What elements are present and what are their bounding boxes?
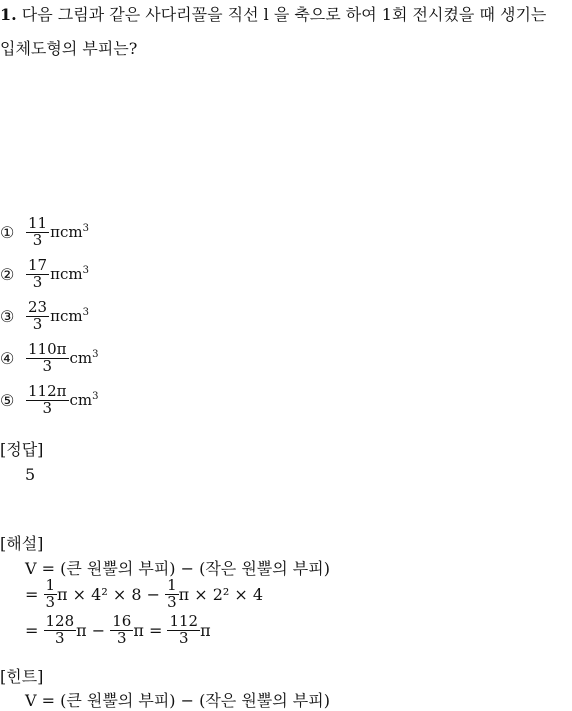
question-text-1: 다음 그림과 같은 사다리꼴을 직선 l 을 축으로 하여 1회 전시켰을 때 생기는 xyxy=(21,5,547,24)
equals-sign: = xyxy=(25,620,39,640)
answer-value: 5 xyxy=(25,465,36,484)
fraction-denominator: 3 xyxy=(55,628,65,647)
fraction-numerator: 110π xyxy=(28,340,67,358)
choice-unit xyxy=(70,391,99,409)
fraction xyxy=(44,578,58,611)
fraction-denominator: 3 xyxy=(167,592,177,611)
question-text-2: 입체도형의 부피는? xyxy=(0,39,138,58)
explanation-line-3 xyxy=(25,614,211,647)
unit-exponent: 3 xyxy=(82,307,89,319)
explanation-line-1: V = (큰 원뿔의 부피) − (작은 원뿔의 부피) xyxy=(25,559,330,578)
choice-unit-text: πcm xyxy=(50,265,83,284)
fraction-denominator: 3 xyxy=(45,592,56,611)
expression-text: π = xyxy=(133,620,163,640)
expression-text: π xyxy=(200,620,211,640)
unit-exponent: 3 xyxy=(82,265,89,277)
choice-mark: ① xyxy=(0,222,15,242)
question-line-2 xyxy=(0,36,137,59)
fraction-denominator: 3 xyxy=(42,398,53,417)
choice-fraction xyxy=(26,384,69,417)
fraction-numerator: 16 xyxy=(112,612,132,630)
choice-mark: ③ xyxy=(0,306,15,326)
choice-mark: ⑤ xyxy=(0,390,15,410)
fraction xyxy=(167,614,200,647)
unit-exponent: 3 xyxy=(82,223,89,235)
equals-sign: = xyxy=(25,584,39,604)
expression-text: π − xyxy=(76,620,106,640)
answer-label: [정답] xyxy=(0,440,44,459)
choice-unit xyxy=(50,223,89,241)
question-line-1 xyxy=(0,2,546,25)
fraction-numerator: 1 xyxy=(45,576,56,594)
choice-3[interactable] xyxy=(0,300,89,333)
fraction-numerator: 17 xyxy=(28,256,48,274)
fraction-numerator: 112π xyxy=(28,382,67,400)
choice-unit xyxy=(70,349,99,367)
choice-unit-text: cm xyxy=(69,349,93,368)
fraction xyxy=(44,614,77,647)
hint-label: [힌트] xyxy=(0,667,44,686)
fraction-numerator: 11 xyxy=(28,214,48,232)
fraction-numerator: 128 xyxy=(45,612,75,630)
expression-text: π × 4² × 8 − xyxy=(57,584,160,604)
expression-text: π × 2² × 4 xyxy=(178,584,264,604)
choice-1[interactable] xyxy=(0,216,89,249)
fraction-numerator: 23 xyxy=(28,298,48,316)
fraction-denominator: 3 xyxy=(32,272,43,291)
unit-exponent: 3 xyxy=(92,391,99,403)
fraction-denominator: 3 xyxy=(32,314,43,333)
question-number: 1. xyxy=(0,5,17,24)
choice-unit xyxy=(50,265,89,283)
choice-4[interactable] xyxy=(0,342,99,375)
choice-unit-text: πcm xyxy=(50,223,83,242)
choice-fraction xyxy=(26,216,49,249)
fraction xyxy=(110,614,133,647)
choice-fraction xyxy=(26,258,49,291)
explanation-label: [해설] xyxy=(0,534,44,553)
hint-line-1: V = (큰 원뿔의 부피) − (작은 원뿔의 부피) xyxy=(25,691,330,710)
fraction xyxy=(165,578,179,611)
choice-fraction xyxy=(26,342,69,375)
choice-mark: ④ xyxy=(0,348,15,368)
choice-unit xyxy=(50,307,89,325)
choice-fraction xyxy=(26,300,49,333)
fraction-denominator: 3 xyxy=(42,356,53,375)
fraction-denominator: 3 xyxy=(117,628,127,647)
fraction-denominator: 3 xyxy=(32,230,43,249)
fraction-numerator: 1 xyxy=(167,576,177,594)
fraction-denominator: 3 xyxy=(179,628,189,647)
explanation-line-2 xyxy=(25,578,263,611)
choice-5[interactable] xyxy=(0,384,99,417)
choice-2[interactable] xyxy=(0,258,89,291)
fraction-numerator: 112 xyxy=(169,612,199,630)
choice-mark: ② xyxy=(0,264,15,284)
unit-exponent: 3 xyxy=(92,349,99,361)
choice-unit-text: cm xyxy=(69,391,93,410)
choice-unit-text: πcm xyxy=(50,307,83,326)
